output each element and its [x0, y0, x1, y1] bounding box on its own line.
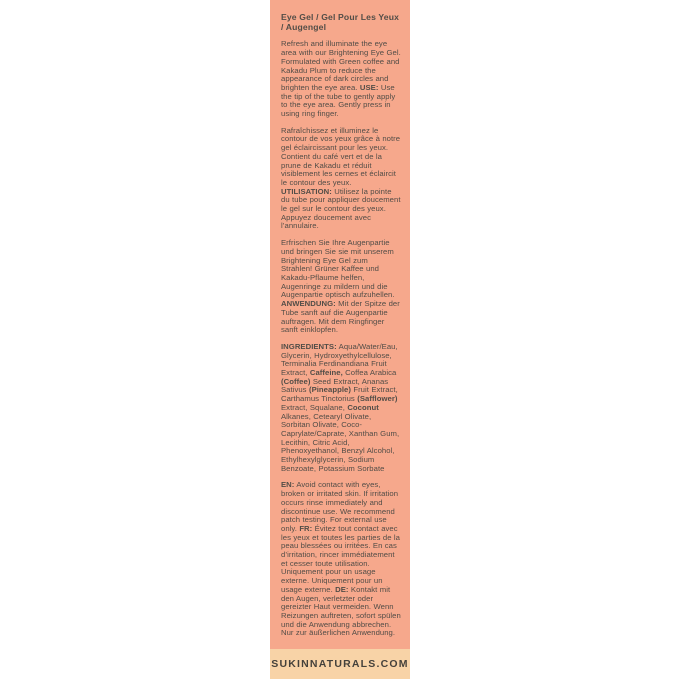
section-ingredients	[281, 343, 401, 474]
text-segment: Extract, Squalane,	[281, 402, 348, 412]
bold-text-segment: Coconut	[347, 402, 379, 412]
website-url: SUKINNATURALS.COM	[271, 658, 409, 670]
section-description-de	[281, 239, 401, 335]
bold-text-segment: USE:	[359, 82, 379, 92]
text-segment: Use the tip of the tube to gently apply to the eye area. Gently press in using ring finger.	[281, 82, 396, 119]
bold-text-segment: (Pineapple)	[308, 385, 351, 395]
bold-text-segment: DE:	[335, 584, 349, 594]
text-segment: Erfrischen Sie Ihre Augenpartie und bringen Sie sie mit unserem Brightening Eye Gel zum Strahlen! Grüner Kaffee und Kakadu-Pflaume helfen, Augenringe zu mildern und die Augenpartie optisch aufzuhellen.	[281, 238, 395, 300]
bold-text-segment: (Safflower)	[357, 394, 398, 404]
text-segment: Refresh and illuminate the eye area with our Brightening Eye Gel. Formulated with Green coffee and Kakadu Plum to reduce the appearance of dark circles and brighten the eye area.	[281, 39, 401, 92]
text-segment: Mit der Spitze der Tube sanft auf die Augenpartie auftragen. Mit dem Ringfinger sanft einklopfen.	[281, 299, 400, 335]
text-segment: Utilisez la pointe du tube pour appliquer doucement le gel sur le contour des yeux. Appuyez doucement avec l’annulaire.	[281, 186, 401, 231]
product-title: Eye Gel / Gel Pour Les Yeux / Augengel	[281, 12, 400, 33]
section-description-en	[281, 40, 401, 118]
text-segment: Fruit Extract, Carthamus Tinctorius	[281, 385, 398, 404]
text-segment: Rafraîchissez et illuminez le contour de vos yeux grâce à notre gel éclaircissant pour les yeux. Contient du café vert et de la prune de Kakadu et réduit visiblement les cernes et éclaircit le contour des yeux.	[281, 125, 401, 187]
text-segment: Aqua/Water/Eau, Glycerin, Hydroxyethylcellulose, Terminalia Ferdinandiana Fruit Extract,	[281, 341, 398, 378]
bold-text-segment: FR:	[299, 523, 313, 533]
bold-text-segment: ANWENDUNG:	[281, 299, 336, 309]
section-warnings	[281, 481, 401, 638]
bold-text-segment: INGREDIENTS:	[281, 341, 337, 351]
text-segment: Évitez tout contact avec les yeux et toutes les parties de la peau blessées ou irritées. En cas d’irritation, rincer immédiatement et cesser toute utilisation. Uniquement pour un usage externe. Uniquement pour un usage externe.	[281, 523, 401, 594]
text-segment: Seed Extract, Ananas Sativus	[281, 376, 389, 395]
bold-text-segment: (Coffee)	[281, 376, 311, 386]
text-segment: Avoid contact with eyes, broken or irritated skin. If irritation occurs rinse immediately and discontinue use. We recommend patch testing. For external use only.	[281, 480, 399, 533]
packaging-back-panel	[270, 0, 410, 679]
text-segment: Kontakt mit den Augen, verletzter oder gereizter Haut vermeiden. Wenn Reizungen auftreten, sofort spülen und die Anwendung abbrechen. Nur zur äußerlichen Anwendung.	[281, 584, 401, 638]
website-band	[270, 649, 410, 679]
bold-text-segment: EN:	[281, 480, 295, 490]
bold-text-segment: Caffeine,	[309, 368, 343, 378]
section-description-fr	[281, 127, 401, 231]
text-segment: Alkanes, Cetearyl Olivate, Sorbitan Olivate, Coco-Caprylate/Caprate, Xanthan Gum, Lecithin, Citric Acid, Phenoxyethanol, Benzyl Alcohol, Ethylhexylglycerin, Sodium Benzoate, Potassium Sorbate	[281, 411, 400, 473]
bold-text-segment: UTILISATION:	[281, 186, 332, 196]
panel-sections	[281, 40, 401, 638]
text-segment: Coffea Arabica	[342, 368, 397, 378]
